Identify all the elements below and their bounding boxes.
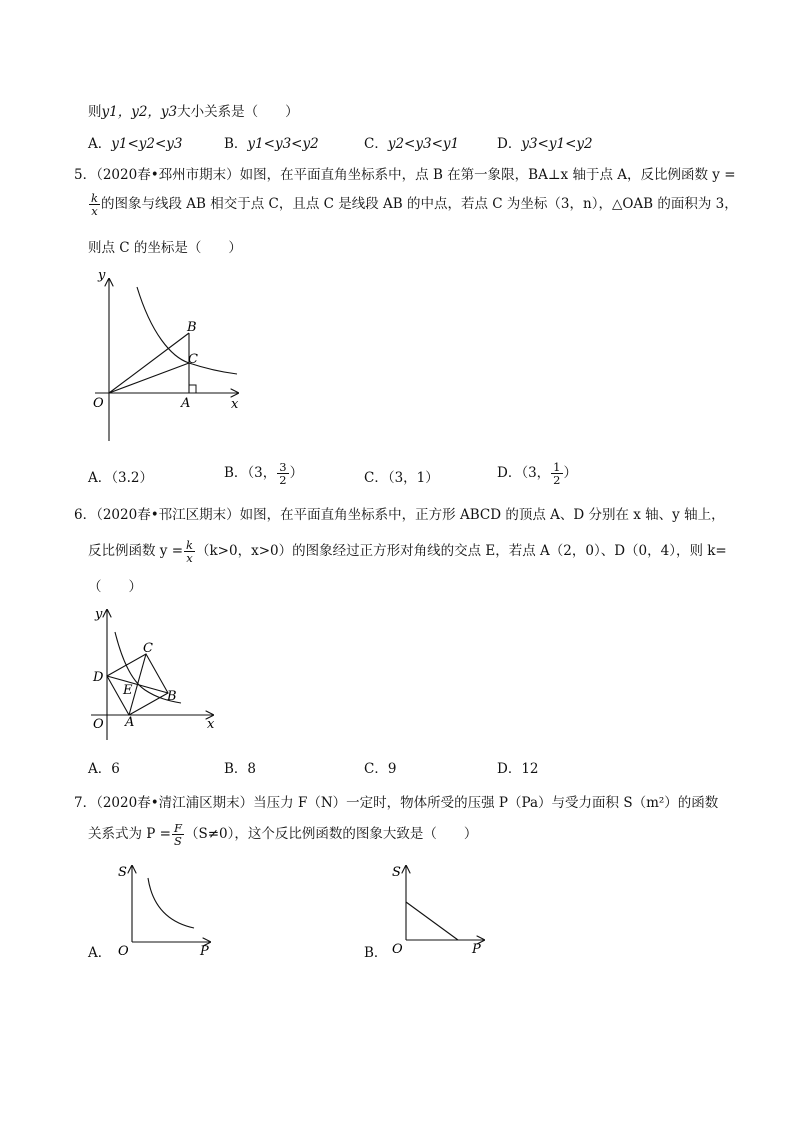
q5-option-a[interactable] <box>88 469 153 487</box>
option-text: （3.2） <box>111 470 153 486</box>
fraction-denominator: x <box>186 551 193 565</box>
q7-text-line2-post: （S≠0），这个反比例函数的图象大致是（ ） <box>184 826 478 842</box>
option-text: 12 <box>521 761 539 777</box>
question-source: （2020春•邳州市期末） <box>96 167 240 183</box>
question-source: （2020春•邗江区期末） <box>96 507 240 523</box>
q7-option-b-letter[interactable]: B． <box>364 945 388 961</box>
label-a: A <box>125 715 135 730</box>
q5-line2 <box>88 192 738 217</box>
option-letter: D． <box>497 465 522 481</box>
option-letter: A． <box>88 136 112 152</box>
option-letter: A． <box>88 470 112 486</box>
option-text: y2<y3<y1 <box>387 136 460 152</box>
curve <box>148 878 194 928</box>
q5-option-b[interactable] <box>224 461 303 486</box>
q4-option-c[interactable] <box>364 135 459 153</box>
q4-option-d[interactable] <box>497 135 593 153</box>
label-b: B <box>167 689 177 704</box>
segment-oc <box>109 363 189 393</box>
option-letter: D． <box>497 136 522 152</box>
option-text: 6 <box>111 761 120 777</box>
label-y: y <box>95 607 103 622</box>
option-letter: C． <box>364 470 388 486</box>
q7-option-b-graph[interactable] <box>384 860 494 960</box>
q5-option-c[interactable] <box>364 469 439 487</box>
q7-line1 <box>74 794 718 812</box>
fraction-numerator: k <box>186 538 193 552</box>
fraction-denominator: 2 <box>279 473 287 487</box>
option-text: （3， <box>521 465 551 481</box>
option-letter: C． <box>364 761 388 777</box>
fraction-numerator: 3 <box>279 460 287 474</box>
fraction-numerator: 1 <box>553 460 561 474</box>
label-a: A <box>181 396 191 411</box>
fraction-numerator: k <box>91 191 98 205</box>
option-text: y1<y3<y2 <box>247 136 319 152</box>
q6-option-c[interactable] <box>364 760 396 778</box>
label-o: O <box>392 942 403 957</box>
option-letter: D． <box>497 761 522 777</box>
right-angle-mark <box>189 385 196 393</box>
line-graph <box>406 902 458 940</box>
q6-text-line2-pre: 反比例函数 y = <box>88 543 184 559</box>
label-s: S <box>392 865 401 880</box>
option-fraction <box>551 461 562 486</box>
label-o: O <box>93 717 104 732</box>
q5-line1 <box>74 166 736 184</box>
q6-option-a[interactable] <box>88 760 120 778</box>
q4-stem-vars: y1，y2，y3 <box>101 104 178 120</box>
q6-line3: （ ） <box>88 579 142 595</box>
q7-option-a-letter[interactable]: A． <box>88 945 112 961</box>
label-s: S <box>118 865 127 880</box>
option-letter: B． <box>224 136 248 152</box>
label-p: P <box>200 944 209 959</box>
q6-line1 <box>74 506 725 524</box>
option-text: y1<y2<y3 <box>111 136 183 152</box>
label-e: E <box>123 683 133 698</box>
option-letter: C． <box>364 136 388 152</box>
q6-fraction <box>184 539 195 564</box>
label-y: y <box>98 268 106 283</box>
q7-text-line1: 当压力 F（N）一定时，物体所受的压强 P（Pa）与受力面积 S（m²）的函数 <box>253 795 719 811</box>
q6-figure <box>85 602 225 747</box>
option-text: （3， <box>247 465 277 481</box>
fraction-denominator: 2 <box>553 473 561 487</box>
q4-stem-suffix: 大小关系是（ ） <box>177 104 299 120</box>
q5-figure <box>85 265 255 450</box>
segment-ob <box>109 333 189 393</box>
diagonal-db <box>107 676 168 693</box>
q6-text-line1: 如图，在平面直角坐标系中，正方形 ABCD 的顶点 A、D 分别在 x 轴、y 轴上， <box>239 507 725 523</box>
q7-line2 <box>88 822 477 847</box>
q4-option-b[interactable] <box>224 135 319 153</box>
option-text: y3<y1<y2 <box>521 136 593 152</box>
q5-text-line1: 如图，在平面直角坐标系中，点 B 在第一象限，BA⊥x 轴于点 A，反比例函数 y = <box>239 167 736 183</box>
q5-line3: 则点 C 的坐标是（ ） <box>88 240 242 256</box>
fraction-numerator: F <box>173 821 182 835</box>
fraction-denominator: x <box>91 204 98 218</box>
label-d: D <box>93 670 104 685</box>
q7-text-line2-pre: 关系式为 P = <box>88 826 171 842</box>
q7-option-a-graph[interactable] <box>110 860 220 960</box>
option-text: 9 <box>387 761 397 777</box>
q4-option-a[interactable] <box>88 135 183 153</box>
question-number: 5． <box>74 167 97 183</box>
option-fraction <box>277 461 288 486</box>
q6-line2 <box>88 539 727 564</box>
option-text: 8 <box>247 761 257 777</box>
q5-text-line2: 的图象与线段 AB 相交于点 C，且点 C 是线段 AB 的中点，若点 C 为坐标（3，n），△OAB 的面积为 3， <box>100 196 738 212</box>
option-letter: B． <box>224 761 248 777</box>
q6-text-line2-post: （k>0，x>0）的图象经过正方形对角线的交点 E，若点 A（2，0）、D（0，4），则 k= <box>196 543 727 559</box>
question-number: 7． <box>74 795 97 811</box>
q6-option-d[interactable] <box>497 760 539 778</box>
label-o: O <box>93 396 104 411</box>
q4-stem <box>88 103 299 121</box>
label-c: C <box>143 641 153 656</box>
label-c: C <box>188 352 198 367</box>
option-letter: B． <box>224 465 248 481</box>
q5-fraction <box>89 192 100 217</box>
option-text: ） <box>289 465 304 481</box>
fraction-denominator: S <box>174 834 182 848</box>
q4-stem-prefix: 则 <box>88 104 102 120</box>
label-p: P <box>472 942 481 957</box>
option-text: （3，1） <box>387 470 439 486</box>
q7-fraction <box>172 822 184 847</box>
q6-option-b[interactable] <box>224 760 256 778</box>
option-letter: A． <box>88 761 112 777</box>
q5-option-d[interactable] <box>497 461 577 486</box>
label-x: x <box>231 397 239 412</box>
label-x: x <box>207 717 215 732</box>
question-source: （2020春•清江浦区期末） <box>96 795 254 811</box>
label-b: B <box>187 320 197 335</box>
option-text: ） <box>563 465 577 481</box>
label-o: O <box>118 944 129 959</box>
question-number: 6． <box>74 507 97 523</box>
